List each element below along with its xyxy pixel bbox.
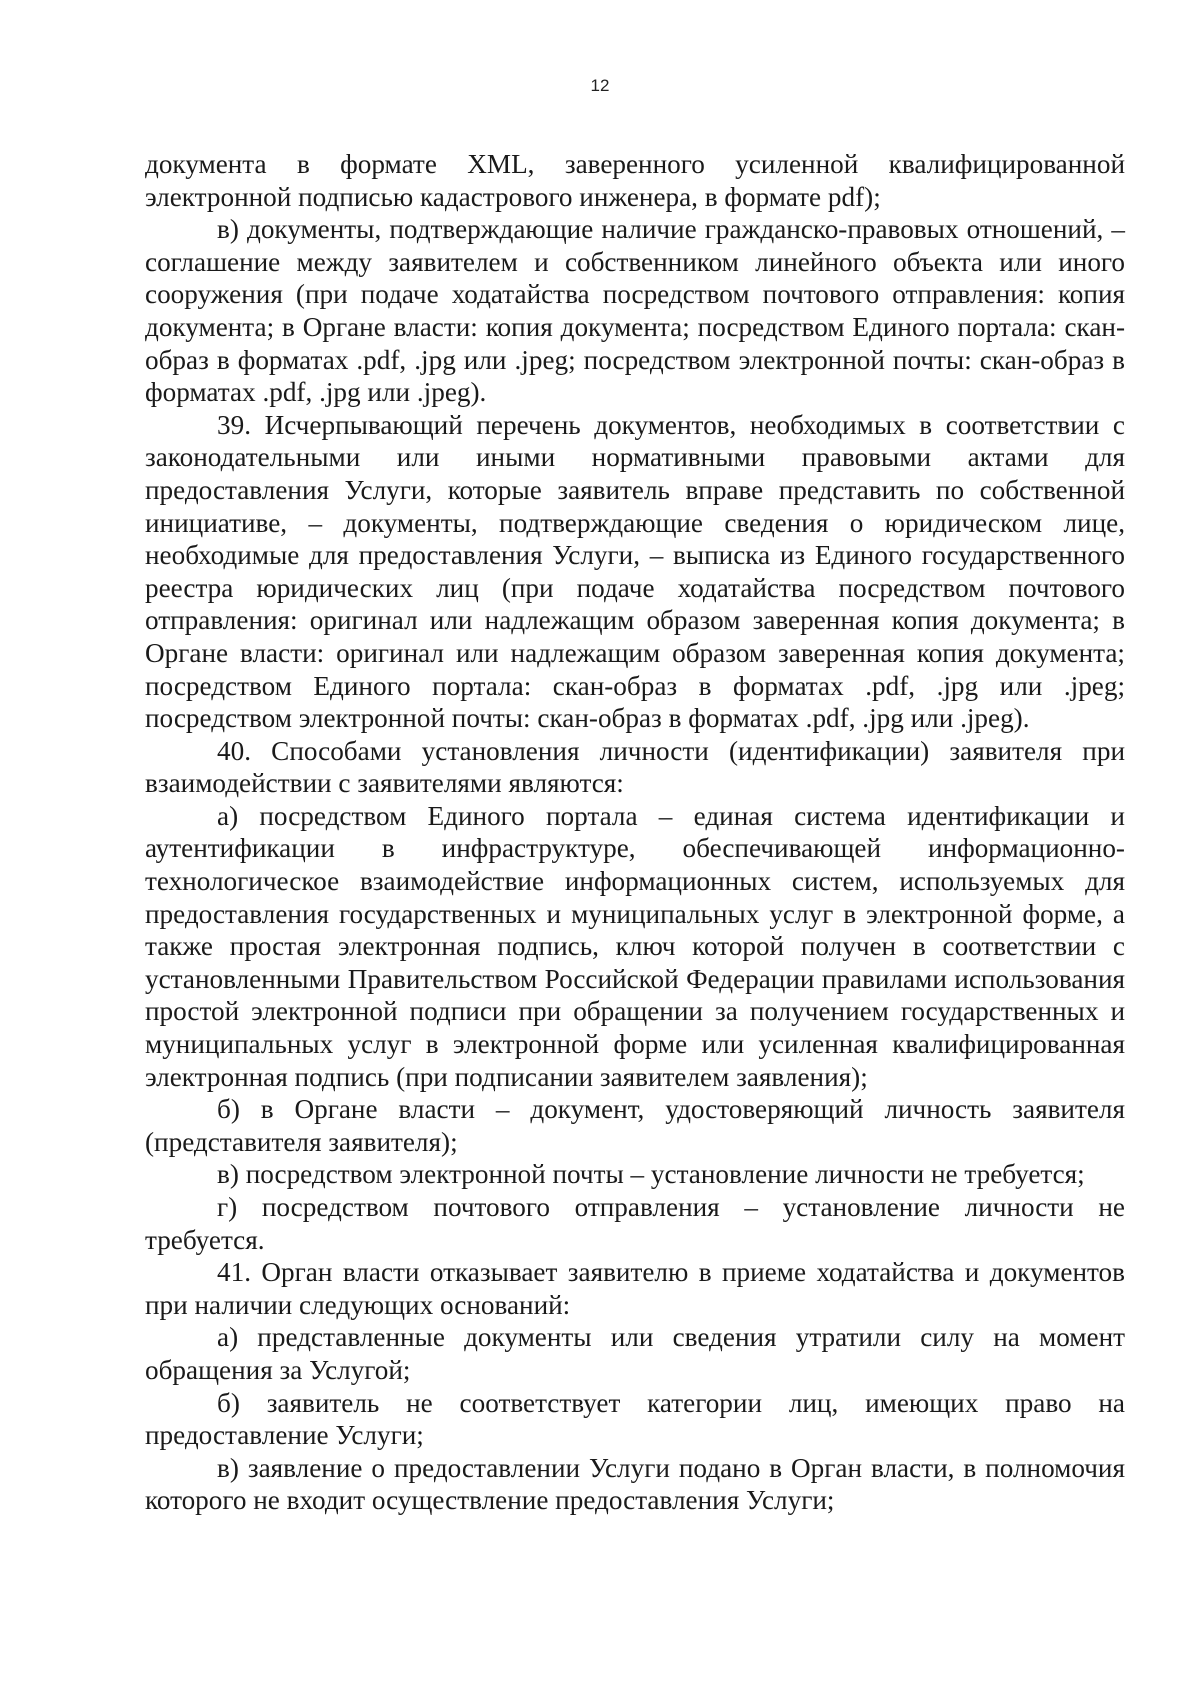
paragraph-39: 39. Исчерпывающий перечень документов, необходимых в соответствии с законодательными или иными нормативными правовыми актами для предоставления Услуги, которые заявитель вправе представить по собственной инициативе, – документы, подтверждающие сведения о юридическом лице, необходимые для предоставления Услуги, – выписка из Единого государственного реестра юридических лиц (при подаче ходатайства посредством почтового отправления: оригинал или надлежащим образом заверенная копия документа; в Органе власти: оригинал или надлежащим образом заверенная копия документа; посредством Единого портала: скан-образ в форматах .pdf, .jpg или .jpeg; посредством электронной почты: скан-образ в форматах .pdf, .jpg или .jpeg). xyxy=(145,409,1125,734)
paragraph-40-a: а) посредством Единого портала – единая система идентификации и аутентификации в инфраструктуре, обеспечивающей информационно-технологическое взаимодействие информационных систем, используемых для предоставления государственных и муниципальных услуг в электронной форме, а также простая электронная подпись, ключ которой получен в соответствии с установленными Правительством Российской Федерации правилами использования простой электронной подписи при обращении за получением государственных и муниципальных услуг в электронной форме или усиленная квалифицированная электронная подпись (при подписании заявителем заявления); xyxy=(145,800,1125,1092)
page-number: 12 xyxy=(590,76,610,95)
paragraph-41-a: а) представленные документы или сведения утратили силу на момент обращения за Услугой; xyxy=(145,1322,1125,1385)
paragraph-continuation: документа в формате XML, заверенного усиленной квалифицированной электронной подписью кадастрового инженера, в формате pdf); xyxy=(145,149,1125,212)
paragraph-41-b: б) заявитель не соответствует категории лиц, имеющих право на предоставление Услуги; xyxy=(145,1387,1125,1451)
paragraph-41-v: в) заявление о предоставлении Услуги подано в Орган власти, в полномочия которого не входит осуществление предоставления Услуги; xyxy=(145,1452,1125,1516)
paragraph-40-v: в) посредством электронной почты – установление личности не требуется; xyxy=(217,1159,1085,1190)
paragraph-40: 40. Способами установления личности (идентификации) заявителя при взаимодействии с заявителями являются: xyxy=(145,735,1125,799)
document-body xyxy=(145,148,1125,1517)
paragraph-item-v-civil-documents: в) документы, подтверждающие наличие гражданско-правовых отношений, – соглашение между заявителем и собственником линейного объекта или иного сооружения (при подаче ходатайства посредством почтового отправления: копия документа; в Органе власти: копия документа; посредством Единого портала: скан-образ в форматах .pdf, .jpg или .jpeg; посредством электронной почты: скан-образ в форматах .pdf, .jpg или .jpeg). xyxy=(145,214,1125,408)
paragraph-41: 41. Орган власти отказывает заявителю в приеме ходатайства и документов при наличии следующих оснований: xyxy=(145,1257,1125,1320)
paragraph-40-g: г) посредством почтового отправления – установление личности не требуется. xyxy=(145,1192,1125,1255)
paragraph-40-b: б) в Органе власти – документ, удостоверяющий личность заявителя (представителя заявителя); xyxy=(145,1094,1125,1157)
